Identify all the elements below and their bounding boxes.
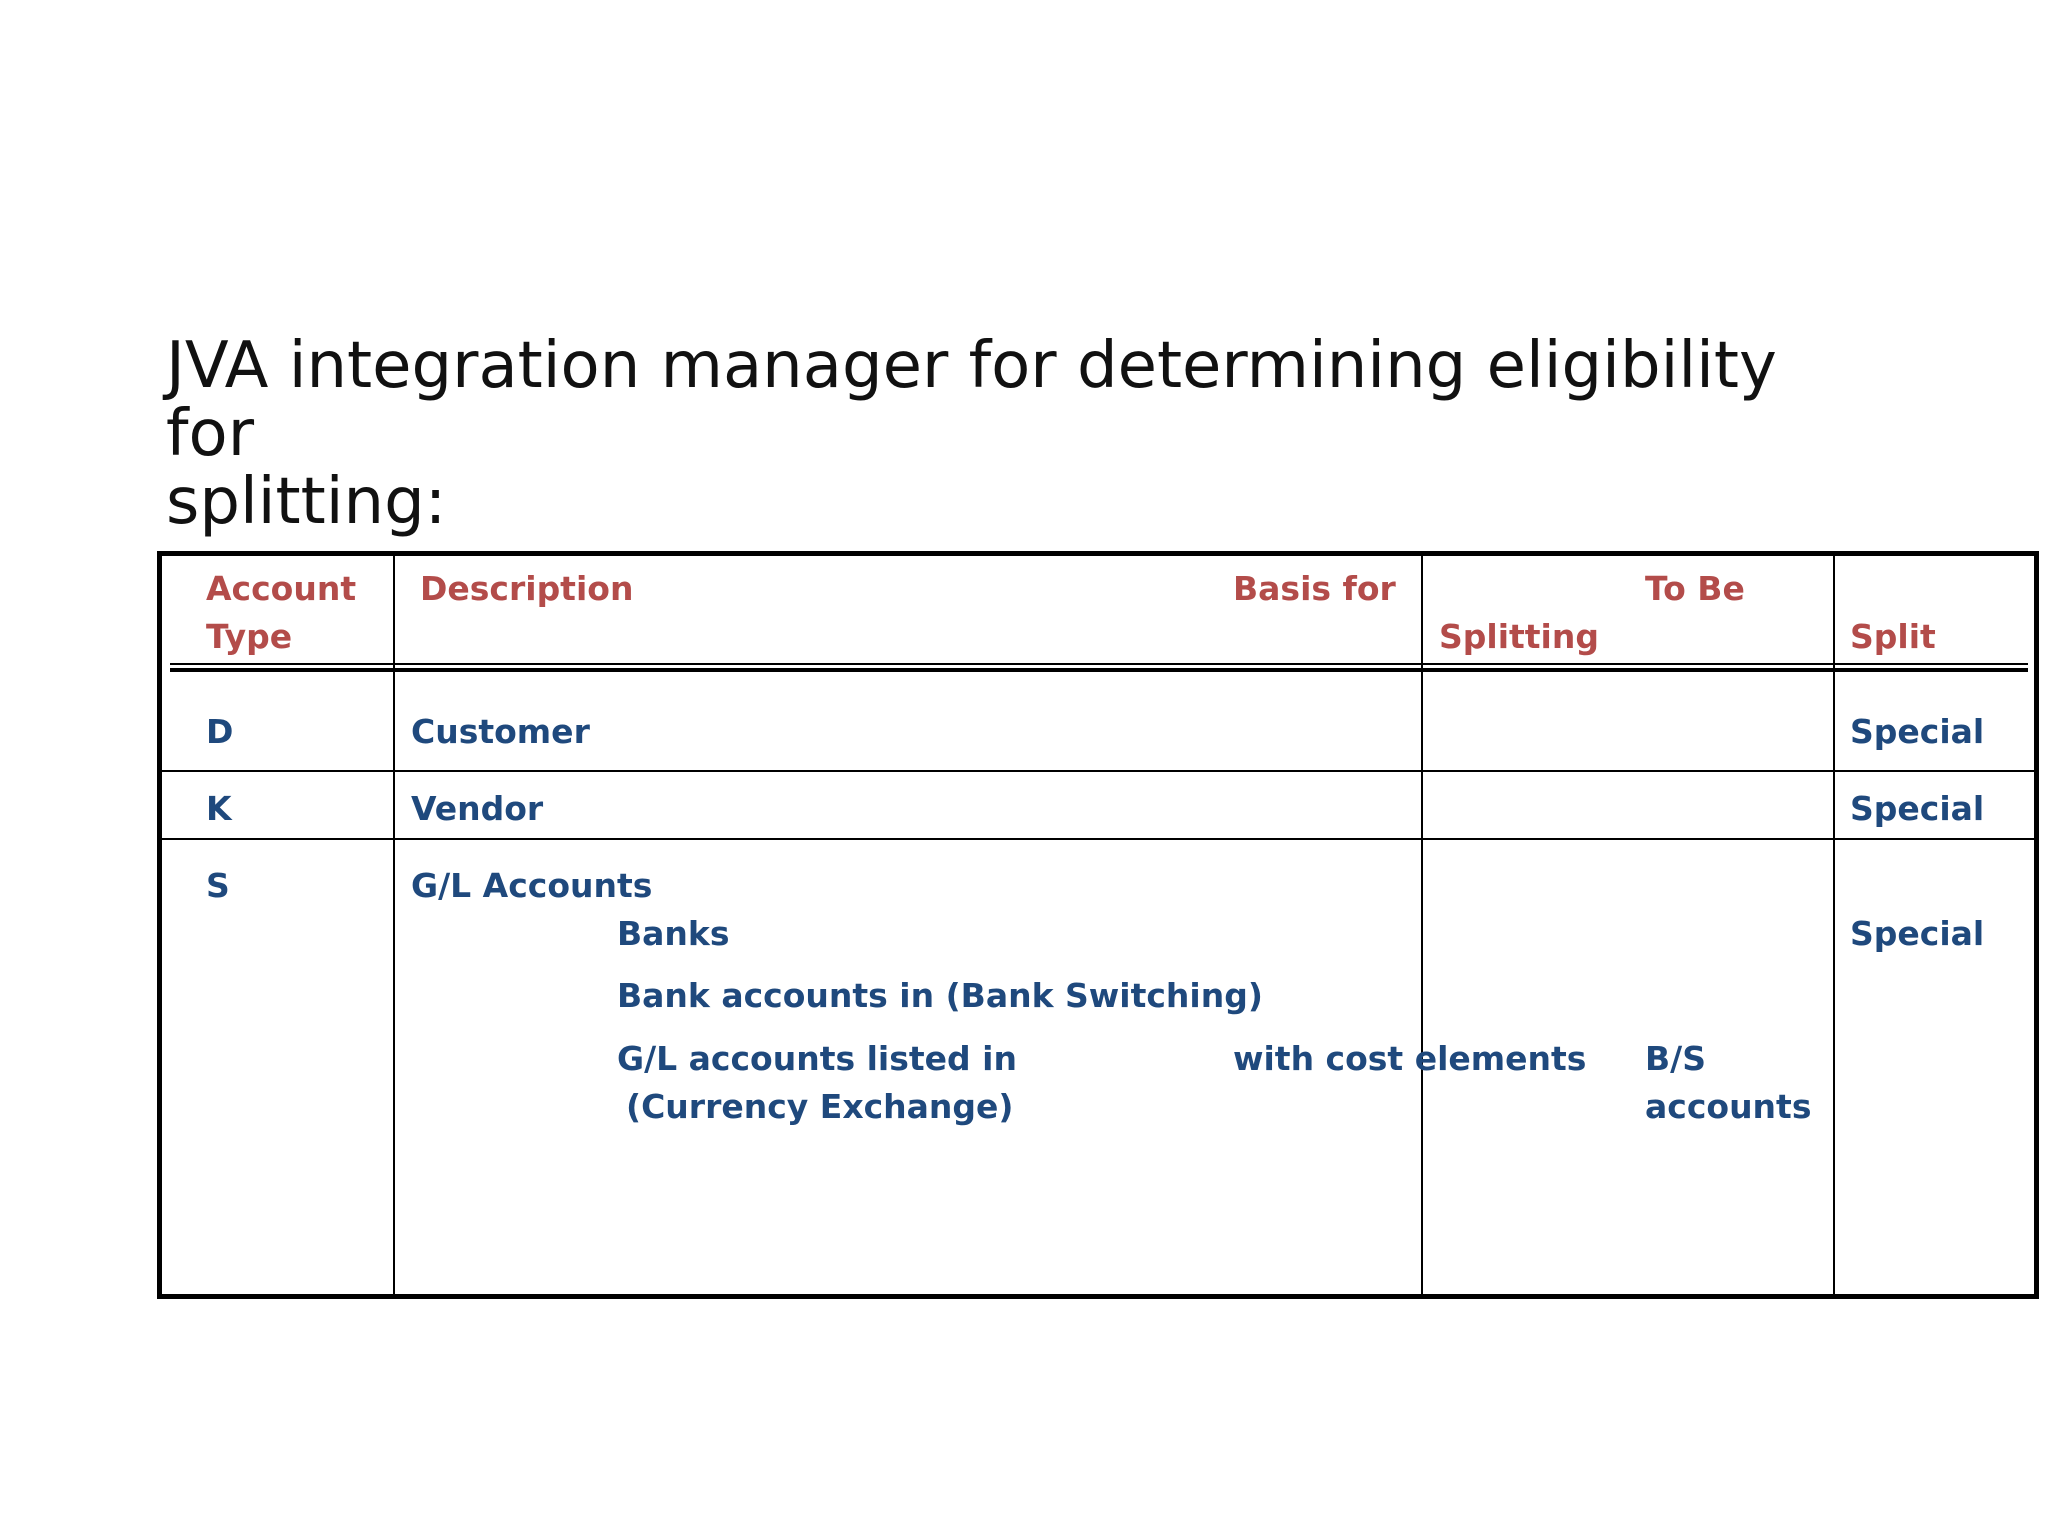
slide-title-line-2: splitting: [166, 465, 447, 539]
header-account-type-line-1: Account [206, 569, 357, 608]
header-basis-line-1: Basis for [1233, 569, 1396, 608]
row-s-sub-banks: Banks [617, 914, 730, 953]
header-separator-top [170, 663, 2028, 665]
row-s-tobe-line-2: accounts [1645, 1087, 1812, 1126]
row-s-sub-gl-listed: G/L accounts listed in [617, 1039, 1017, 1078]
slide-title-line-1: JVA integration manager for determining eligibility for [166, 329, 1777, 471]
row-k-description: Vendor [411, 789, 544, 828]
row-d-split: Special [1850, 712, 1985, 751]
slide-title [166, 329, 1866, 539]
row-s-tobe-line-1: B/S [1645, 1039, 1706, 1078]
row-s-sub-currency: (Currency Exchange) [626, 1087, 1014, 1126]
row-s-split: Special [1850, 914, 1985, 953]
header-tobe-line-2: Split [1850, 617, 1936, 656]
header-basis-line-2: Splitting [1439, 617, 1599, 656]
header-separator-bottom [170, 668, 2028, 672]
row-separator-2 [157, 838, 2039, 840]
row-d-description: Customer [411, 712, 590, 751]
row-s-sub-bank-accounts: Bank accounts in (Bank Switching) [617, 976, 1263, 1015]
row-k-split: Special [1850, 789, 1985, 828]
row-s-description: G/L Accounts [411, 866, 653, 905]
row-s-account-type: S [206, 866, 230, 905]
header-description: Description [420, 569, 634, 608]
header-account-type-line-2: Type [206, 617, 293, 656]
row-k-account-type: K [206, 789, 232, 828]
header-tobe-line-1: To Be [1645, 569, 1745, 608]
row-d-account-type: D [206, 712, 234, 751]
row-separator-1 [157, 770, 2039, 772]
row-s-basis: with cost elements [1233, 1039, 1587, 1078]
